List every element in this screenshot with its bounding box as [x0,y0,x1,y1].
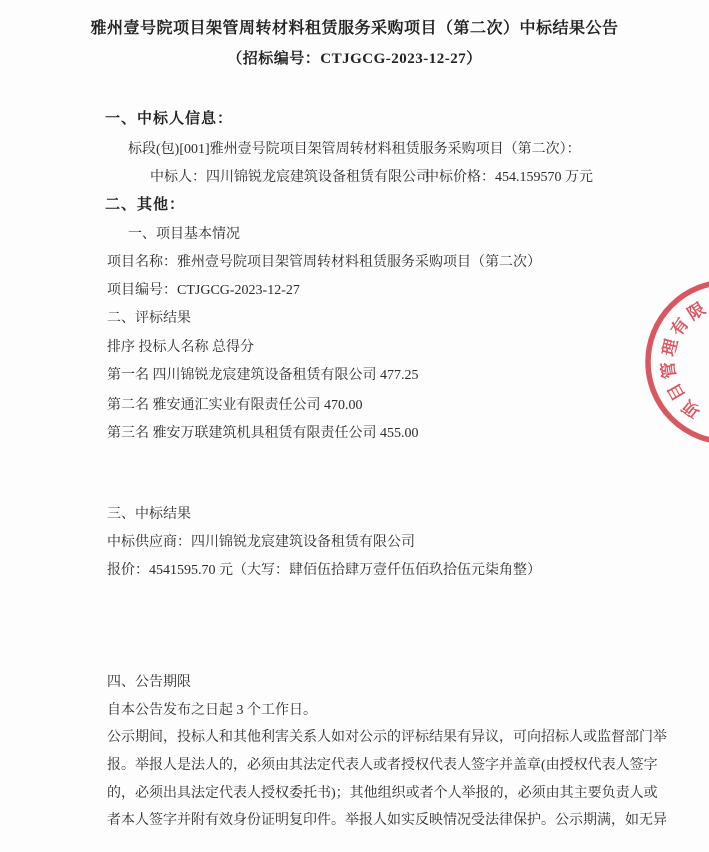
rank-row-3: 第三名 雅安万联建筑机具租赁有限责任公司 455.00 [107,426,419,441]
winner-name: 中标人：四川锦锐龙宸建筑设备租赁有限公司 [150,170,430,185]
project-number: 项目编号：CTJGCG-2023-12-27 [107,283,300,298]
notice-paragraph-line-1: 公示期间，投标人和其他利害关系人如对公示的评标结果有异议，可向招标人或监督部门举 [107,730,667,745]
stamp-char: 管 [658,360,680,381]
rank-row-2: 第二名 雅安通汇实业有限责任公司 470.00 [107,398,363,413]
stamp-char: 限 [684,298,709,325]
document-title: 雅州壹号院项目架管周转材料租赁服务采购项目（第二次）中标结果公告 [90,20,619,37]
quote-amount: 报价：4541595.70 元（大写：肆佰伍拾肆万壹仟伍佰玖拾伍元柒角整） [107,563,541,578]
subsection-eval-result: 二、评标结果 [107,311,191,326]
notice-paragraph-line-2: 报。举报人是法人的，必须由其法定代表人或者授权代表人签字并盖章(由授权代表人签字 [107,758,658,773]
subsection-notice-period: 四、公告期限 [107,675,191,690]
stamp-char: 有 [667,314,693,340]
subsection-award-result: 三、中标结果 [107,507,191,522]
notice-paragraph-line-3: 的，必须出具法定代表人授权委托书)；其他组织或者个人举报的，必须由其主要负责人或 [107,786,658,801]
notice-period-value: 自本公告发布之日起 3 个工作日。 [107,703,317,718]
stamp-char: 理 [658,337,682,359]
rank-row-1: 第一名 四川锦锐龙宸建筑设备租赁有限公司 477.25 [107,368,419,383]
winning-price: 中标价格：454.159570 万元 [425,170,593,185]
subsection-basic-info: 一、项目基本情况 [128,227,240,242]
awarded-supplier: 中标供应商：四川锦锐龙宸建筑设备租赁有限公司 [107,535,415,550]
stamp-char: 目 [663,379,689,404]
rank-table-header: 排序 投标人名称 总得分 [107,340,254,355]
project-name: 项目名称：雅州壹号院项目架管周转材料租赁服务采购项目（第二次） [107,255,541,270]
section-heading-other: 二、其他： [105,197,186,213]
stamp-char: 项 [678,396,704,422]
red-company-seal-stamp [640,270,709,456]
lot-description: 标段(包)[001]雅州壹号院项目架管周转材料租赁服务采购项目（第二次）： [128,142,581,157]
notice-paragraph-line-4: 者本人签字并附有效身份证明复印件。举报人如实反映情况受法律保护。公示期满，如无异 [107,813,667,828]
tender-number-subtitle: （招标编号：CTJGCG-2023-12-27） [227,51,482,67]
section-heading-winner-info: 一、中标人信息： [105,111,234,127]
